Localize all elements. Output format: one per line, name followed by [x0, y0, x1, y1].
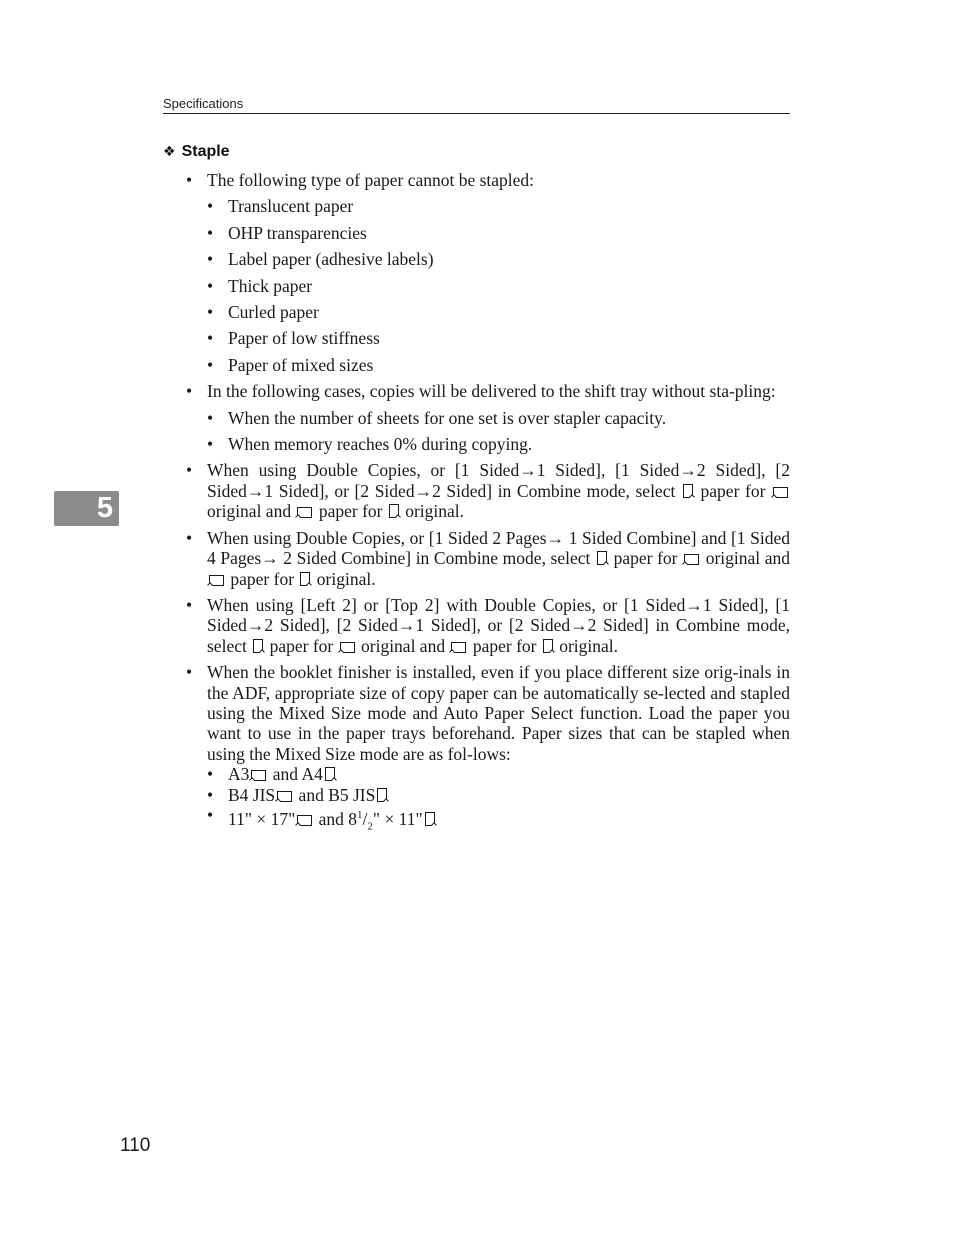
sub-list-item: • Paper of low stiffness: [207, 328, 790, 348]
main-list: [186, 170, 790, 837]
sub-list-item: • A3 and A4: [207, 764, 790, 784]
paper-portrait-icon: [425, 812, 435, 826]
list-item: • When using Double Copies, or [1 Sided→1 Sided], [1 Sided→2 Sided], [2 Sided→1 Sided], or [2 Sided→2 Sided] in Combine mode, select paper for original and paper for original.: [186, 460, 790, 521]
paper-landscape-icon: [340, 642, 355, 653]
list-item: • When the booklet finisher is installed, even if you place different size orig-inals in the ADF, appropriate size of copy paper can be automatically se-lected and stapled using the Mixed Size mode and Auto Paper Select function. Load the paper you want to use in the paper trays beforehand. Paper sizes that can be stapled when using the Mixed Size mode are as fol-lows: • A3 and A4 • B4 JIS and B5 JIS • 11" × 17" and $8^1/_2$" × 11": [186, 662, 790, 837]
paper-portrait-icon: [389, 504, 399, 518]
section-body: [186, 170, 790, 843]
sub-list-item: • B4 JIS and B5 JIS: [207, 785, 790, 805]
running-title: Specifications: [163, 96, 244, 111]
running-header: [163, 96, 790, 114]
list-item: • When using Double Copies, or [1 Sided 2 Pages→ 1 Sided Combine] and [1 Sided 4 Pages→ 2 Sided Combine] in Combine mode, select paper for original and paper for original.: [186, 528, 790, 589]
list-item: • The following type of paper cannot be stapled: • Translucent paper • OHP transparencies • Label paper (adhesive labels) • Thick paper • Curled paper • Paper of low stiffness • Paper of mixed sizes: [186, 170, 790, 375]
sub-list-item: • Translucent paper: [207, 196, 790, 216]
paper-landscape-icon: [209, 575, 224, 586]
paper-landscape-icon: [451, 642, 466, 653]
diamond-bullet-icon: ❖: [163, 143, 176, 159]
sub-list-item: • When the number of sheets for one set is over stapler capacity.: [207, 408, 790, 428]
paper-landscape-icon: [297, 507, 312, 518]
chapter-tab: [54, 491, 119, 526]
paper-portrait-icon: [253, 639, 263, 653]
paper-landscape-icon: [277, 791, 292, 802]
section-title: [163, 143, 230, 161]
sub-list-item: • OHP transparencies: [207, 223, 790, 243]
paper-portrait-icon: [377, 788, 387, 802]
sub-list: [207, 408, 790, 455]
paper-portrait-icon: [543, 639, 553, 653]
paper-landscape-icon: [684, 554, 699, 565]
paper-landscape-icon: [773, 487, 788, 498]
list-item: • When using [Left 2] or [Top 2] with Double Copies, or [1 Sided→1 Sided], [1 Sided→2 Sided], [2 Sided→1 Sided], or [2 Sided→2 Sided] in Combine mode, select paper for original and paper for original.: [186, 595, 790, 656]
paper-portrait-icon: [683, 484, 693, 498]
paper-portrait-icon: [597, 551, 607, 565]
sub-list-item: • 11" × 17" and $8^1/_2$" × 11": [207, 805, 790, 837]
sub-list-item: • When memory reaches 0% during copying.: [207, 434, 790, 454]
chapter-number: 5: [96, 492, 113, 524]
sub-list-item: • Label paper (adhesive labels): [207, 249, 790, 269]
sub-list-item: • Thick paper: [207, 276, 790, 296]
sub-list: [207, 196, 790, 375]
page-number: 110: [120, 1135, 151, 1156]
paper-portrait-icon: [325, 767, 335, 781]
list-item: • In the following cases, copies will be delivered to the shift tray without sta-pling: • When the number of sheets for one set is over stapler capacity. • When memory reaches 0% during copying.: [186, 381, 790, 454]
sub-list: [207, 764, 790, 837]
section-title-text: Staple: [181, 143, 230, 160]
paper-portrait-icon: [300, 572, 310, 586]
paper-landscape-icon: [297, 815, 312, 826]
paper-landscape-icon: [251, 770, 266, 781]
sub-list-item: • Curled paper: [207, 302, 790, 322]
sub-list-item: • Paper of mixed sizes: [207, 355, 790, 375]
